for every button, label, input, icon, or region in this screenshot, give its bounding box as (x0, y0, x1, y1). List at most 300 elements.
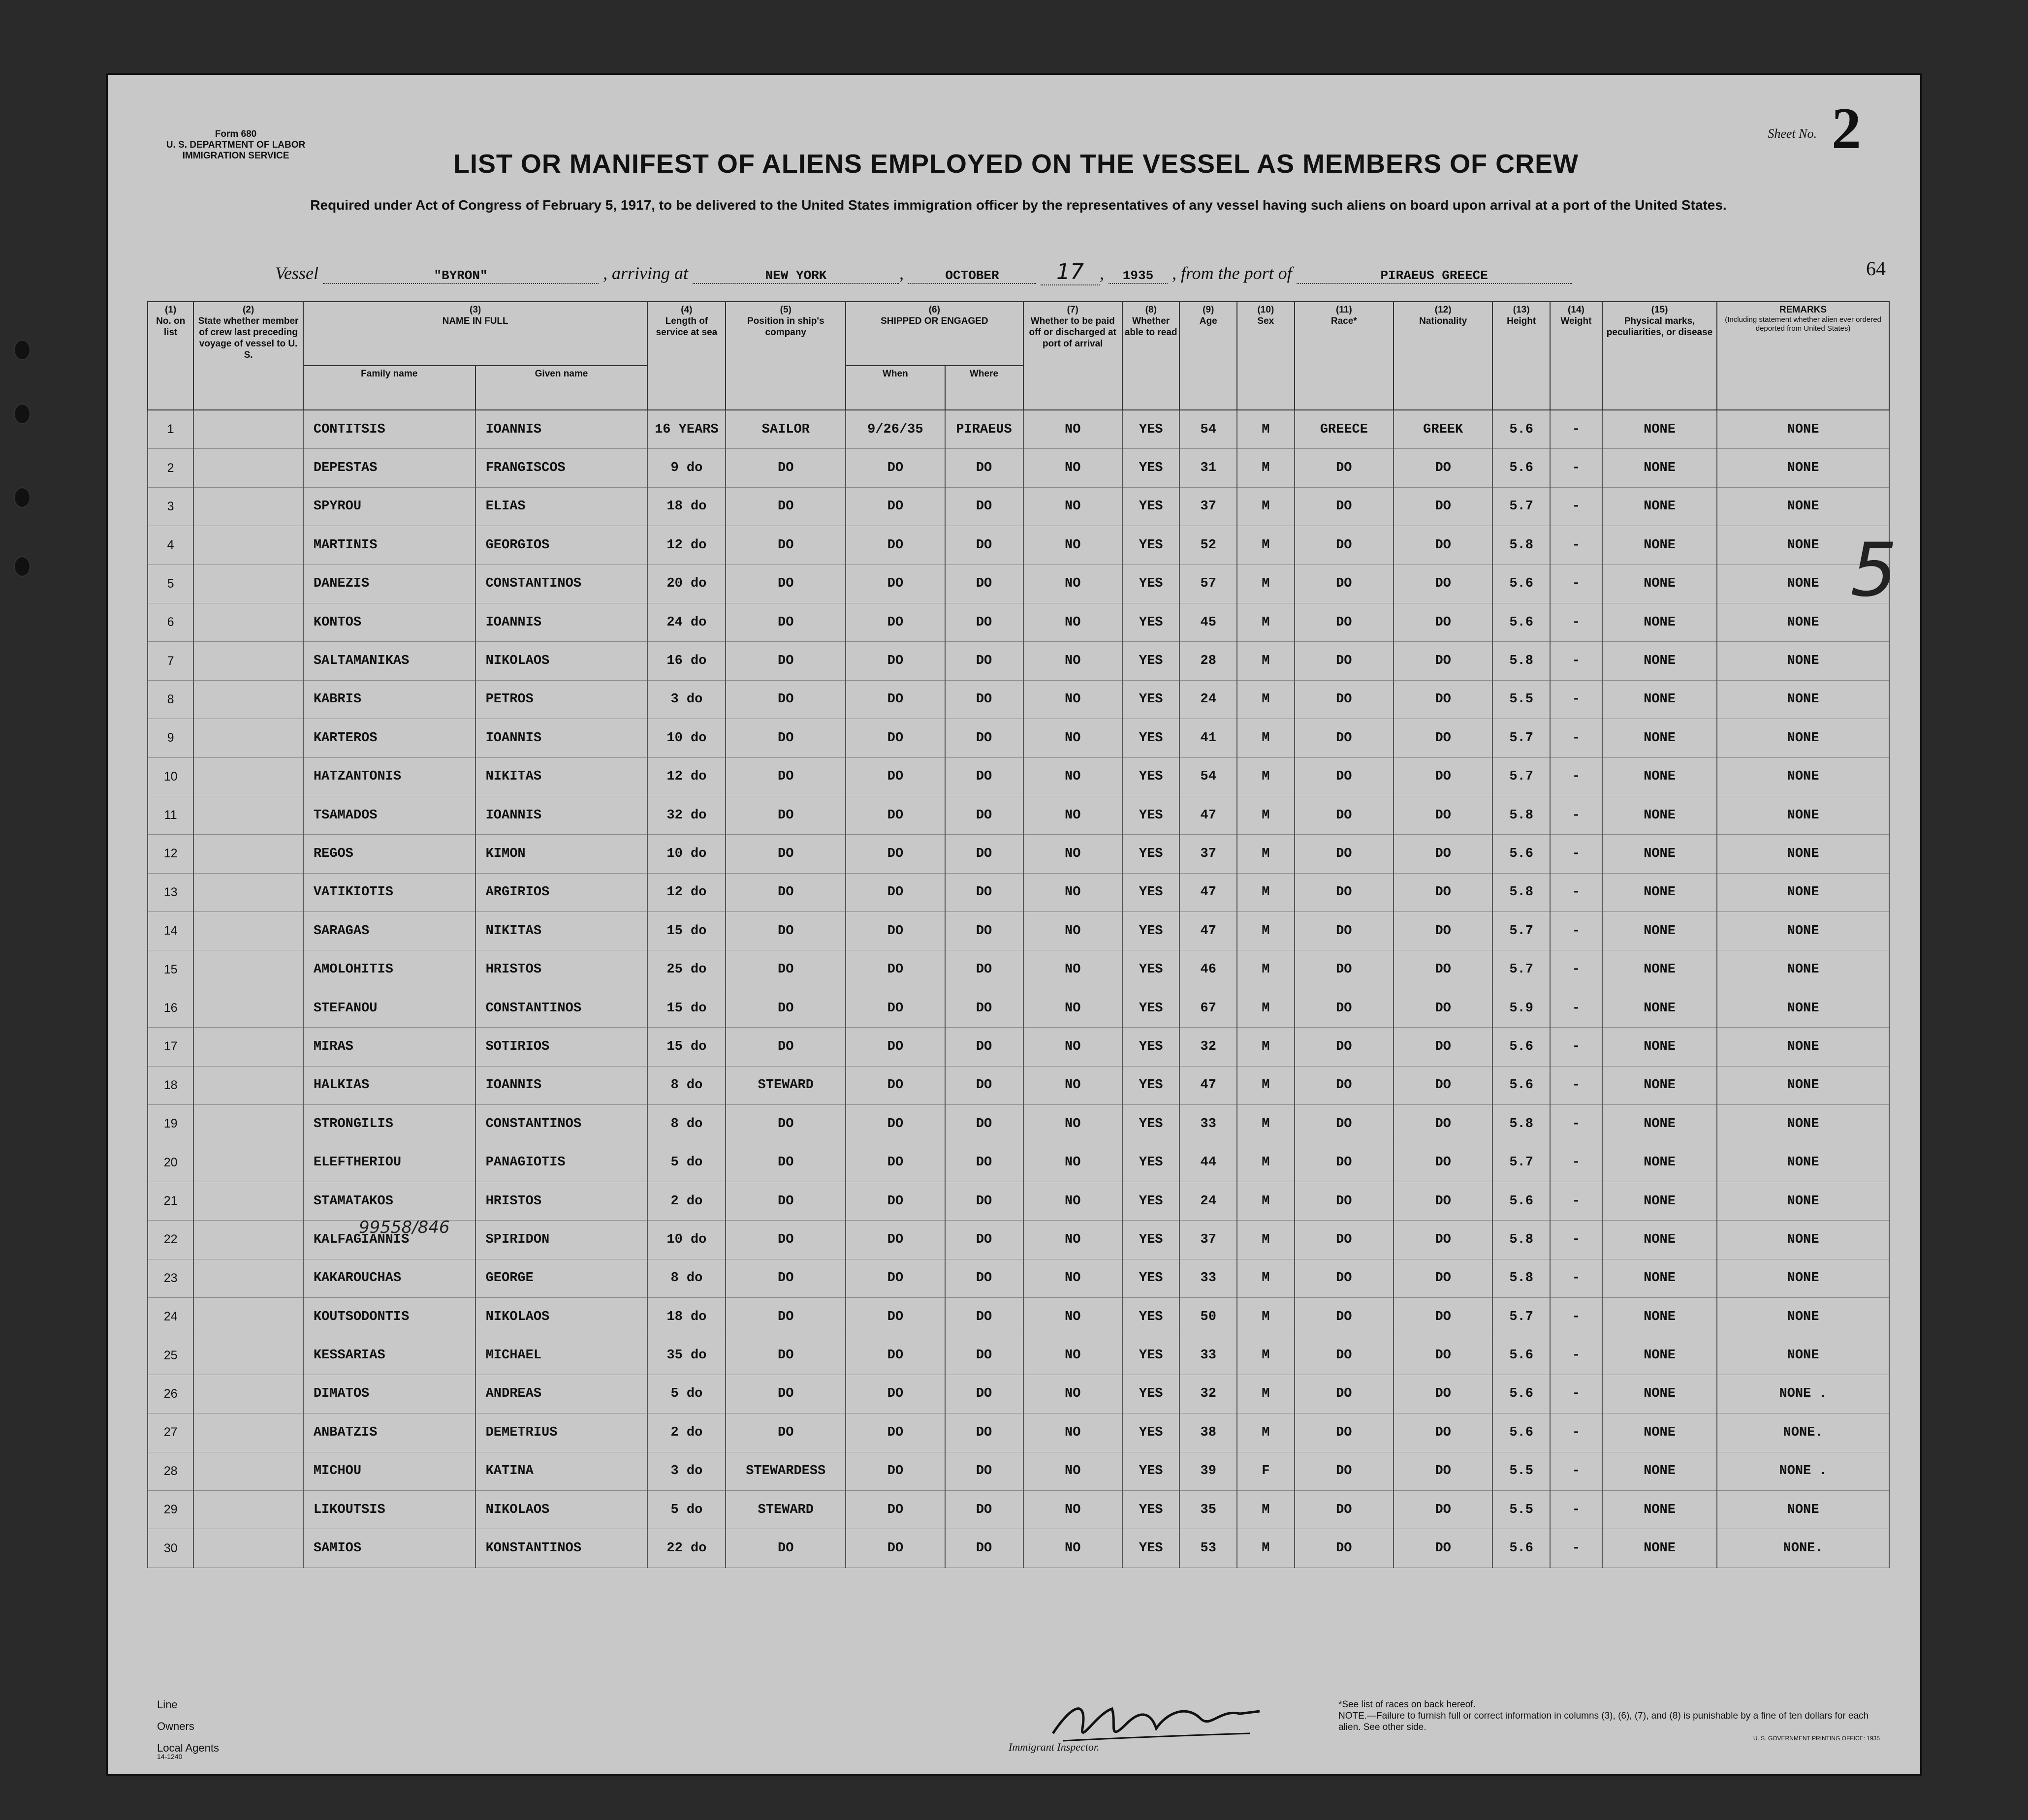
cell-nationality: DO (1394, 603, 1492, 641)
cell-service: 16 do (647, 642, 726, 680)
cell-race: DO (1295, 1143, 1394, 1182)
cell-remarks: NONE (1717, 1066, 1889, 1104)
cell-remarks: NONE (1717, 1105, 1889, 1143)
cell-given: PANAGIOTIS (475, 1143, 648, 1182)
cell-service: 22 do (647, 1529, 726, 1568)
cell-marks: NONE (1602, 719, 1717, 757)
sheet-label: Sheet No. (1768, 126, 1817, 141)
cell-no: 19 (148, 1105, 193, 1143)
cell-when: DO (846, 1259, 945, 1297)
table-row (148, 1413, 1889, 1452)
cell-marks: NONE (1602, 873, 1717, 911)
cell-position: DO (726, 565, 846, 603)
cell-last-voyage (193, 912, 303, 950)
cell-height: 5.7 (1492, 487, 1550, 526)
cell-remarks: NONE (1717, 1221, 1889, 1259)
cell-service: 8 do (647, 1259, 726, 1297)
cell-when: DO (846, 526, 945, 565)
cell-service: 18 do (647, 1297, 726, 1336)
cell-last-voyage (193, 1028, 303, 1066)
cell-read: YES (1122, 989, 1180, 1027)
table-row (148, 1143, 1889, 1182)
table-row (148, 950, 1889, 989)
cell-read: YES (1122, 796, 1180, 834)
cell-sex: M (1237, 1066, 1295, 1104)
cell-age: 47 (1179, 796, 1237, 834)
cell-weight: - (1550, 950, 1602, 989)
cell-marks: NONE (1602, 1105, 1717, 1143)
cell-where: DO (945, 1490, 1023, 1529)
cell-given: SPIRIDON (475, 1221, 648, 1259)
cell-given: CONSTANTINOS (475, 1105, 648, 1143)
cell-race: DO (1295, 912, 1394, 950)
cell-read: YES (1122, 873, 1180, 911)
cell-nationality: DO (1394, 487, 1492, 526)
cell-race: DO (1295, 835, 1394, 873)
cell-paid: NO (1023, 719, 1122, 757)
from-label: , from the port of (1172, 263, 1292, 283)
cell-family: KARTEROS (303, 719, 475, 757)
cell-race: DO (1295, 603, 1394, 641)
cell-race: DO (1295, 989, 1394, 1027)
col-header-marks: (15) Physical marks, peculiarities, or disease (1602, 302, 1717, 410)
cell-nationality: DO (1394, 680, 1492, 719)
col-header-race: (11) Race* (1295, 302, 1394, 410)
cell-marks: NONE (1602, 487, 1717, 526)
cell-marks: NONE (1602, 410, 1717, 449)
cell-last-voyage (193, 1490, 303, 1529)
table-row (148, 1259, 1889, 1297)
cell-height: 5.8 (1492, 1221, 1550, 1259)
cell-service: 32 do (647, 796, 726, 834)
cell-family: SARAGAS (303, 912, 475, 950)
cell-nationality: DO (1394, 1413, 1492, 1452)
cell-where: DO (945, 1297, 1023, 1336)
cell-marks: NONE (1602, 1490, 1717, 1529)
cell-height: 5.8 (1492, 1105, 1550, 1143)
cell-weight: - (1550, 410, 1602, 449)
col-header-height: (13) Height (1492, 302, 1550, 410)
cell-age: 45 (1179, 603, 1237, 641)
cell-race: DO (1295, 449, 1394, 487)
cell-sex: M (1237, 1105, 1295, 1143)
cell-sex: M (1237, 410, 1295, 449)
cell-sex: M (1237, 680, 1295, 719)
table-row (148, 603, 1889, 641)
cell-nationality: DO (1394, 1259, 1492, 1297)
cell-no: 2 (148, 449, 193, 487)
cell-race: DO (1295, 1413, 1394, 1452)
cell-family: DEPESTAS (303, 449, 475, 487)
cell-given: CONSTANTINOS (475, 989, 648, 1027)
cell-position: DO (726, 1259, 846, 1297)
cell-paid: NO (1023, 989, 1122, 1027)
cell-position: DO (726, 1221, 846, 1259)
cell-last-voyage (193, 796, 303, 834)
cell-race: DO (1295, 1490, 1394, 1529)
table-row (148, 565, 1889, 603)
cell-race: DO (1295, 1028, 1394, 1066)
cell-family: KONTOS (303, 603, 475, 641)
cell-when: DO (846, 950, 945, 989)
cell-paid: NO (1023, 912, 1122, 950)
cell-paid: NO (1023, 1413, 1122, 1452)
cell-weight: - (1550, 603, 1602, 641)
cell-family: ANBATZIS (303, 1413, 475, 1452)
cell-where: DO (945, 487, 1023, 526)
cell-height: 5.6 (1492, 449, 1550, 487)
cell-position: STEWARD (726, 1490, 846, 1529)
cell-weight: - (1550, 719, 1602, 757)
cell-read: YES (1122, 1259, 1180, 1297)
arrival-month: OCTOBER (908, 268, 1036, 284)
cell-last-voyage (193, 410, 303, 449)
cell-marks: NONE (1602, 1336, 1717, 1375)
cell-nationality: DO (1394, 719, 1492, 757)
cell-when: DO (846, 1221, 945, 1259)
cell-no: 25 (148, 1336, 193, 1375)
cell-remarks: NONE (1717, 1336, 1889, 1375)
cell-race: DO (1295, 487, 1394, 526)
cell-marks: NONE (1602, 835, 1717, 873)
cell-position: DO (726, 449, 846, 487)
cell-nationality: DO (1394, 1105, 1492, 1143)
cell-sex: M (1237, 565, 1295, 603)
cell-last-voyage (193, 1375, 303, 1413)
cell-no: 30 (148, 1529, 193, 1568)
cell-height: 5.6 (1492, 1182, 1550, 1220)
cell-family: REGOS (303, 835, 475, 873)
cell-last-voyage (193, 1452, 303, 1490)
cell-no: 15 (148, 950, 193, 989)
cell-given: KONSTANTINOS (475, 1529, 648, 1568)
table-row (148, 912, 1889, 950)
cell-paid: NO (1023, 1297, 1122, 1336)
cell-read: YES (1122, 835, 1180, 873)
cell-family: HALKIAS (303, 1066, 475, 1104)
cell-age: 47 (1179, 1066, 1237, 1104)
cell-no: 13 (148, 873, 193, 911)
cell-where: DO (945, 565, 1023, 603)
table-row (148, 1105, 1889, 1143)
cell-marks: NONE (1602, 989, 1717, 1027)
cell-when: DO (846, 989, 945, 1027)
cell-marks: NONE (1602, 1066, 1717, 1104)
cell-read: YES (1122, 410, 1180, 449)
cell-position: STEWARDESS (726, 1452, 846, 1490)
cell-no: 6 (148, 603, 193, 641)
cell-marks: NONE (1602, 1182, 1717, 1220)
cell-weight: - (1550, 1066, 1602, 1104)
binder-hole (14, 404, 31, 424)
cell-marks: NONE (1602, 1529, 1717, 1568)
cell-paid: NO (1023, 757, 1122, 796)
cell-remarks: NONE (1717, 989, 1889, 1027)
cell-position: DO (726, 1413, 846, 1452)
cell-no: 8 (148, 680, 193, 719)
manifest-sheet (106, 73, 1922, 1776)
cell-weight: - (1550, 487, 1602, 526)
cell-sex: M (1237, 873, 1295, 911)
cell-paid: NO (1023, 1452, 1122, 1490)
cell-service: 18 do (647, 487, 726, 526)
cell-remarks: NONE (1717, 680, 1889, 719)
cell-remarks: NONE (1717, 912, 1889, 950)
cell-last-voyage (193, 603, 303, 641)
cell-when: DO (846, 1452, 945, 1490)
cell-age: 37 (1179, 487, 1237, 526)
cell-when: 9/26/35 (846, 410, 945, 449)
col-header-where: Where (945, 366, 1023, 410)
cell-position: DO (726, 487, 846, 526)
cell-service: 25 do (647, 950, 726, 989)
cell-family: LIKOUTSIS (303, 1490, 475, 1529)
cell-paid: NO (1023, 410, 1122, 449)
cell-read: YES (1122, 1452, 1180, 1490)
cell-height: 5.6 (1492, 565, 1550, 603)
table-row (148, 757, 1889, 796)
cell-read: YES (1122, 1375, 1180, 1413)
cell-age: 37 (1179, 835, 1237, 873)
cell-service: 10 do (647, 835, 726, 873)
inspector-label: Immigrant Inspector. (1009, 1741, 1100, 1753)
cell-service: 5 do (647, 1143, 726, 1182)
cell-weight: - (1550, 835, 1602, 873)
cell-nationality: DO (1394, 1143, 1492, 1182)
cell-where: DO (945, 1182, 1023, 1220)
cell-age: 41 (1179, 719, 1237, 757)
cell-sex: M (1237, 1028, 1295, 1066)
cell-height: 5.6 (1492, 603, 1550, 641)
cell-position: DO (726, 680, 846, 719)
cell-weight: - (1550, 1143, 1602, 1182)
cell-given: IOANNIS (475, 603, 648, 641)
cell-remarks: NONE (1717, 565, 1889, 603)
cell-last-voyage (193, 950, 303, 989)
cell-where: DO (945, 912, 1023, 950)
cell-last-voyage (193, 1413, 303, 1452)
cell-weight: - (1550, 642, 1602, 680)
cell-when: DO (846, 1490, 945, 1529)
cell-service: 35 do (647, 1336, 726, 1375)
cell-sex: M (1237, 1529, 1295, 1568)
table-row (148, 526, 1889, 565)
cell-position: DO (726, 1028, 846, 1066)
table-row (148, 835, 1889, 873)
cell-last-voyage (193, 1105, 303, 1143)
cell-remarks: NONE (1717, 1259, 1889, 1297)
margin-mark: 5 (1850, 528, 1898, 613)
cell-marks: NONE (1602, 526, 1717, 565)
cell-given: KATINA (475, 1452, 648, 1490)
cell-service: 15 do (647, 1028, 726, 1066)
cell-height: 5.9 (1492, 989, 1550, 1027)
cell-no: 1 (148, 410, 193, 449)
cell-paid: NO (1023, 1182, 1122, 1220)
local-agents-label: Local Agents (157, 1742, 219, 1754)
cell-read: YES (1122, 565, 1180, 603)
cell-height: 5.8 (1492, 796, 1550, 834)
cell-sex: M (1237, 719, 1295, 757)
cell-read: YES (1122, 449, 1180, 487)
table-row (148, 1182, 1889, 1220)
cell-race: DO (1295, 565, 1394, 603)
col-header-position: (5) Position in ship's company (726, 302, 846, 410)
cell-height: 5.8 (1492, 642, 1550, 680)
col-header-paid-off: (7) Whether to be paid off or discharged at port of arrival (1023, 302, 1122, 410)
cell-remarks: NONE (1717, 603, 1889, 641)
sheet-number: 2 (1832, 95, 1861, 161)
local-agents-code: 14-1240 (157, 1753, 183, 1760)
cell-family: KALFAGIANNIS (303, 1221, 475, 1259)
cell-no: 29 (148, 1490, 193, 1529)
cell-position: DO (726, 912, 846, 950)
cell-paid: NO (1023, 603, 1122, 641)
cell-when: DO (846, 912, 945, 950)
cell-service: 15 do (647, 989, 726, 1027)
col-header-sex: (10) Sex (1237, 302, 1295, 410)
race-note: *See list of races on back hereof. (1338, 1699, 1476, 1710)
cell-position: DO (726, 796, 846, 834)
cell-position: DO (726, 835, 846, 873)
cell-read: YES (1122, 680, 1180, 719)
cell-sex: M (1237, 835, 1295, 873)
cell-no: 26 (148, 1375, 193, 1413)
arrival-day: 17 (1041, 259, 1100, 285)
cell-nationality: DO (1394, 989, 1492, 1027)
cell-where: PIRAEUS (945, 410, 1023, 449)
cell-position: DO (726, 950, 846, 989)
cell-sex: M (1237, 912, 1295, 950)
cell-race: DO (1295, 796, 1394, 834)
cell-weight: - (1550, 796, 1602, 834)
cell-family: ELEFTHERIOU (303, 1143, 475, 1182)
cell-position: DO (726, 642, 846, 680)
cell-where: DO (945, 719, 1023, 757)
cell-position: DO (726, 1529, 846, 1568)
cell-height: 5.8 (1492, 873, 1550, 911)
cell-given: MICHAEL (475, 1336, 648, 1375)
cell-nationality: DO (1394, 912, 1492, 950)
cell-race: DO (1295, 719, 1394, 757)
cell-remarks: NONE (1717, 719, 1889, 757)
cell-given: IOANNIS (475, 1066, 648, 1104)
cell-read: YES (1122, 526, 1180, 565)
table-row (148, 873, 1889, 911)
cell-given: CONSTANTINOS (475, 565, 648, 603)
cell-marks: NONE (1602, 1413, 1717, 1452)
cell-height: 5.6 (1492, 835, 1550, 873)
cell-nationality: DO (1394, 835, 1492, 873)
cell-when: DO (846, 565, 945, 603)
cell-age: 37 (1179, 1221, 1237, 1259)
cell-paid: NO (1023, 449, 1122, 487)
table-row (148, 719, 1889, 757)
cell-race: DO (1295, 1221, 1394, 1259)
cell-family: CONTITSIS (303, 410, 475, 449)
col-header-service: (4) Length of service at sea (647, 302, 726, 410)
cell-where: DO (945, 1375, 1023, 1413)
cell-where: DO (945, 1143, 1023, 1182)
cell-where: DO (945, 950, 1023, 989)
cell-read: YES (1122, 1066, 1180, 1104)
cell-remarks: NONE (1717, 1182, 1889, 1220)
cell-given: NIKITAS (475, 757, 648, 796)
cell-race: DO (1295, 757, 1394, 796)
table-row (148, 642, 1889, 680)
cell-where: DO (945, 526, 1023, 565)
col-header-age: (9) Age (1179, 302, 1237, 410)
cell-weight: - (1550, 912, 1602, 950)
table-row (148, 1452, 1889, 1490)
cell-when: DO (846, 796, 945, 834)
cell-weight: - (1550, 1297, 1602, 1336)
cell-weight: - (1550, 1529, 1602, 1568)
cell-weight: - (1550, 1336, 1602, 1375)
cell-where: DO (945, 1529, 1023, 1568)
cell-height: 5.6 (1492, 1413, 1550, 1452)
cell-height: 5.7 (1492, 1297, 1550, 1336)
cell-nationality: DO (1394, 526, 1492, 565)
cell-last-voyage (193, 989, 303, 1027)
table-row (148, 1529, 1889, 1568)
cell-when: DO (846, 1529, 945, 1568)
cell-age: 54 (1179, 410, 1237, 449)
page-mark: 64 (1866, 257, 1886, 280)
col-header-family-name: Family name (303, 366, 475, 410)
cell-no: 3 (148, 487, 193, 526)
cell-race: DO (1295, 1066, 1394, 1104)
cell-weight: - (1550, 1028, 1602, 1066)
cell-paid: NO (1023, 1375, 1122, 1413)
cell-race: DO (1295, 642, 1394, 680)
cell-last-voyage (193, 680, 303, 719)
cell-read: YES (1122, 1028, 1180, 1066)
cell-when: DO (846, 1336, 945, 1375)
cell-nationality: DO (1394, 1452, 1492, 1490)
cell-no: 22 (148, 1221, 193, 1259)
cell-position: DO (726, 1336, 846, 1375)
cell-where: DO (945, 989, 1023, 1027)
form-number: Form 680 (215, 129, 257, 139)
cell-remarks: NONE (1717, 835, 1889, 873)
service-name: IMMIGRATION SERVICE (182, 151, 289, 161)
cell-family: AMOLOHITIS (303, 950, 475, 989)
table-row (148, 1375, 1889, 1413)
cell-marks: NONE (1602, 757, 1717, 796)
cell-remarks: NONE (1717, 410, 1889, 449)
cell-height: 5.6 (1492, 410, 1550, 449)
cell-nationality: DO (1394, 1028, 1492, 1066)
cell-no: 20 (148, 1143, 193, 1182)
cell-marks: NONE (1602, 1375, 1717, 1413)
cell-family: KOUTSODONTIS (303, 1297, 475, 1336)
cell-when: DO (846, 680, 945, 719)
cell-weight: - (1550, 1413, 1602, 1452)
cell-when: DO (846, 1143, 945, 1182)
cell-nationality: DO (1394, 1375, 1492, 1413)
table-row (148, 410, 1889, 449)
cell-service: 3 do (647, 1452, 726, 1490)
cell-family: MIRAS (303, 1028, 475, 1066)
cell-last-voyage (193, 1221, 303, 1259)
cell-sex: M (1237, 642, 1295, 680)
cell-paid: NO (1023, 1221, 1122, 1259)
cell-height: 5.5 (1492, 1452, 1550, 1490)
table-body (148, 410, 1889, 1568)
cell-race: DO (1295, 1182, 1394, 1220)
cell-last-voyage (193, 642, 303, 680)
